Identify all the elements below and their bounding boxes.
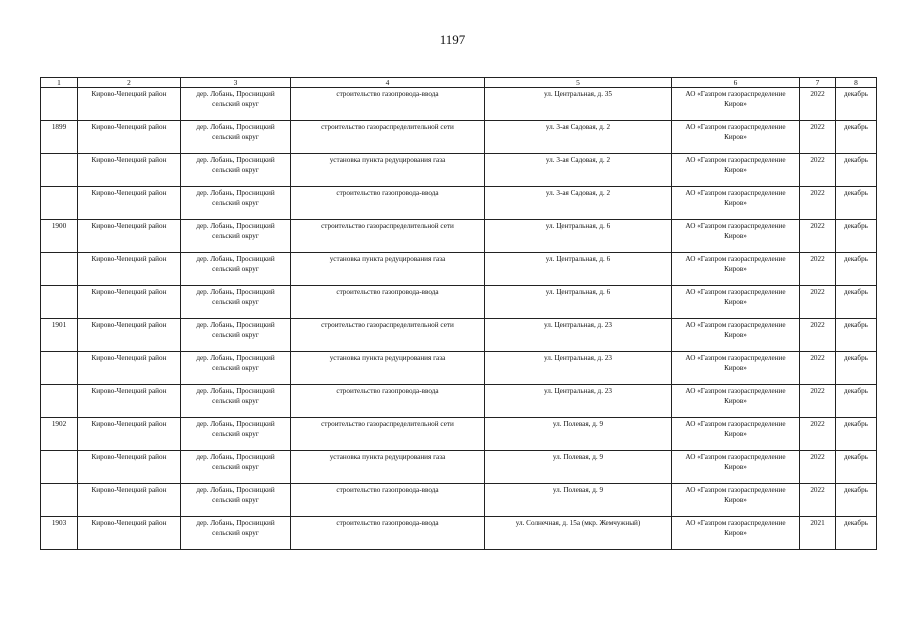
table-row — [41, 88, 877, 121]
cell-work-type: строительство газораспределительной сети — [291, 319, 485, 352]
cell-district: Кирово-Чепецкий район — [78, 451, 181, 484]
cell-year: 2022 — [800, 286, 836, 319]
cell-number — [41, 187, 78, 220]
cell-year: 2022 — [800, 319, 836, 352]
page-number: 1197 — [439, 32, 466, 47]
table-row — [41, 319, 877, 352]
cell-year: 2022 — [800, 352, 836, 385]
cell-work-type: установка пункта редуцирования газа — [291, 352, 485, 385]
column-header: 7 — [800, 78, 836, 88]
cell-work-type: установка пункта редуцирования газа — [291, 154, 485, 187]
cell-work-type: строительство газопровода-ввода — [291, 187, 485, 220]
table-row — [41, 187, 877, 220]
cell-address: ул. Центральная, д. 6 — [485, 253, 672, 286]
cell-organization: АО «Газпром газораспределение Киров» — [672, 319, 800, 352]
cell-organization: АО «Газпром газораспределение Киров» — [672, 220, 800, 253]
cell-month: декабрь — [836, 352, 877, 385]
cell-settlement: дер. Лобань, Просницкий сельский округ — [181, 451, 291, 484]
cell-year: 2022 — [800, 154, 836, 187]
cell-work-type: строительство газопровода-ввода — [291, 88, 485, 121]
cell-year: 2022 — [800, 187, 836, 220]
cell-address: ул. Солнечная, д. 15а (мкр. Жемчужный) — [485, 517, 672, 550]
cell-organization: АО «Газпром газораспределение Киров» — [672, 121, 800, 154]
cell-number — [41, 385, 78, 418]
cell-address: ул. 3-ая Садовая, д. 2 — [485, 121, 672, 154]
cell-settlement: дер. Лобань, Просницкий сельский округ — [181, 286, 291, 319]
cell-district: Кирово-Чепецкий район — [78, 121, 181, 154]
table-row — [41, 418, 877, 451]
cell-work-type: строительство газопровода-ввода — [291, 385, 485, 418]
cell-district: Кирово-Чепецкий район — [78, 319, 181, 352]
cell-address: ул. Центральная, д. 6 — [485, 286, 672, 319]
column-header: 5 — [485, 78, 672, 88]
column-header: 2 — [78, 78, 181, 88]
cell-address: ул. Центральная, д. 35 — [485, 88, 672, 121]
table-row — [41, 517, 877, 550]
cell-district: Кирово-Чепецкий район — [78, 187, 181, 220]
cell-year: 2021 — [800, 517, 836, 550]
header-row — [41, 78, 877, 88]
cell-number — [41, 286, 78, 319]
cell-district: Кирово-Чепецкий район — [78, 220, 181, 253]
table-row — [41, 253, 877, 286]
cell-district: Кирово-Чепецкий район — [78, 517, 181, 550]
cell-organization: АО «Газпром газораспределение Киров» — [672, 187, 800, 220]
cell-number — [41, 484, 78, 517]
cell-settlement: дер. Лобань, Просницкий сельский округ — [181, 121, 291, 154]
cell-month: декабрь — [836, 154, 877, 187]
cell-address: ул. Центральная, д. 6 — [485, 220, 672, 253]
cell-organization: АО «Газпром газораспределение Киров» — [672, 154, 800, 187]
table-body — [41, 88, 877, 550]
column-header: 6 — [672, 78, 800, 88]
cell-number — [41, 253, 78, 286]
cell-number: 1899 — [41, 121, 78, 154]
cell-settlement: дер. Лобань, Просницкий сельский округ — [181, 352, 291, 385]
cell-month: декабрь — [836, 253, 877, 286]
cell-address: ул. 3-ая Садовая, д. 2 — [485, 187, 672, 220]
cell-number — [41, 154, 78, 187]
cell-work-type: строительство газопровода-ввода — [291, 286, 485, 319]
cell-work-type: строительство газопровода-ввода — [291, 517, 485, 550]
cell-organization: АО «Газпром газораспределение Киров» — [672, 385, 800, 418]
table-row — [41, 220, 877, 253]
table-row — [41, 352, 877, 385]
cell-organization: АО «Газпром газораспределение Киров» — [672, 451, 800, 484]
cell-month: декабрь — [836, 418, 877, 451]
table-row — [41, 484, 877, 517]
cell-year: 2022 — [800, 418, 836, 451]
column-header: 4 — [291, 78, 485, 88]
cell-district: Кирово-Чепецкий район — [78, 253, 181, 286]
cell-work-type: установка пункта редуцирования газа — [291, 253, 485, 286]
table-row — [41, 385, 877, 418]
cell-settlement: дер. Лобань, Просницкий сельский округ — [181, 187, 291, 220]
cell-settlement: дер. Лобань, Просницкий сельский округ — [181, 319, 291, 352]
cell-year: 2022 — [800, 88, 836, 121]
cell-number — [41, 451, 78, 484]
cell-number: 1900 — [41, 220, 78, 253]
cell-month: декабрь — [836, 187, 877, 220]
cell-month: декабрь — [836, 88, 877, 121]
cell-organization: АО «Газпром газораспределение Киров» — [672, 517, 800, 550]
cell-number: 1901 — [41, 319, 78, 352]
cell-work-type: строительство газопровода-ввода — [291, 484, 485, 517]
cell-district: Кирово-Чепецкий район — [78, 418, 181, 451]
cell-settlement: дер. Лобань, Просницкий сельский округ — [181, 418, 291, 451]
cell-district: Кирово-Чепецкий район — [78, 286, 181, 319]
cell-month: декабрь — [836, 319, 877, 352]
cell-month: декабрь — [836, 385, 877, 418]
table-row — [41, 286, 877, 319]
cell-settlement: дер. Лобань, Просницкий сельский округ — [181, 484, 291, 517]
cell-number: 1903 — [41, 517, 78, 550]
cell-work-type: строительство газораспределительной сети — [291, 220, 485, 253]
cell-number — [41, 352, 78, 385]
cell-month: декабрь — [836, 451, 877, 484]
cell-district: Кирово-Чепецкий район — [78, 385, 181, 418]
cell-number: 1902 — [41, 418, 78, 451]
cell-settlement: дер. Лобань, Просницкий сельский округ — [181, 88, 291, 121]
cell-work-type: строительство газораспределительной сети — [291, 418, 485, 451]
column-header: 1 — [41, 78, 78, 88]
cell-month: декабрь — [836, 286, 877, 319]
cell-organization: АО «Газпром газораспределение Киров» — [672, 484, 800, 517]
cell-settlement: дер. Лобань, Просницкий сельский округ — [181, 253, 291, 286]
cell-year: 2022 — [800, 451, 836, 484]
cell-number — [41, 88, 78, 121]
cell-address: ул. 3-ая Садовая, д. 2 — [485, 154, 672, 187]
cell-address: ул. Полевая, д. 9 — [485, 418, 672, 451]
cell-year: 2022 — [800, 484, 836, 517]
cell-organization: АО «Газпром газораспределение Киров» — [672, 88, 800, 121]
data-table — [40, 77, 877, 550]
cell-month: декабрь — [836, 220, 877, 253]
cell-organization: АО «Газпром газораспределение Киров» — [672, 352, 800, 385]
cell-year: 2022 — [800, 121, 836, 154]
cell-organization: АО «Газпром газораспределение Киров» — [672, 418, 800, 451]
table-row — [41, 451, 877, 484]
table-row — [41, 154, 877, 187]
cell-year: 2022 — [800, 385, 836, 418]
cell-settlement: дер. Лобань, Просницкий сельский округ — [181, 517, 291, 550]
cell-month: декабрь — [836, 121, 877, 154]
cell-organization: АО «Газпром газораспределение Киров» — [672, 253, 800, 286]
cell-address: ул. Центральная, д. 23 — [485, 319, 672, 352]
table-row — [41, 121, 877, 154]
cell-settlement: дер. Лобань, Просницкий сельский округ — [181, 154, 291, 187]
cell-address: ул. Полевая, д. 9 — [485, 484, 672, 517]
cell-year: 2022 — [800, 220, 836, 253]
cell-address: ул. Центральная, д. 23 — [485, 385, 672, 418]
cell-district: Кирово-Чепецкий район — [78, 352, 181, 385]
cell-address: ул. Центральная, д. 23 — [485, 352, 672, 385]
column-header: 3 — [181, 78, 291, 88]
cell-district: Кирово-Чепецкий район — [78, 88, 181, 121]
cell-district: Кирово-Чепецкий район — [78, 484, 181, 517]
cell-district: Кирово-Чепецкий район — [78, 154, 181, 187]
cell-settlement: дер. Лобань, Просницкий сельский округ — [181, 220, 291, 253]
cell-month: декабрь — [836, 517, 877, 550]
cell-settlement: дер. Лобань, Просницкий сельский округ — [181, 385, 291, 418]
cell-work-type: строительство газораспределительной сети — [291, 121, 485, 154]
cell-work-type: установка пункта редуцирования газа — [291, 451, 485, 484]
cell-year: 2022 — [800, 253, 836, 286]
column-header: 8 — [836, 78, 877, 88]
cell-month: декабрь — [836, 484, 877, 517]
cell-address: ул. Полевая, д. 9 — [485, 451, 672, 484]
cell-organization: АО «Газпром газораспределение Киров» — [672, 286, 800, 319]
